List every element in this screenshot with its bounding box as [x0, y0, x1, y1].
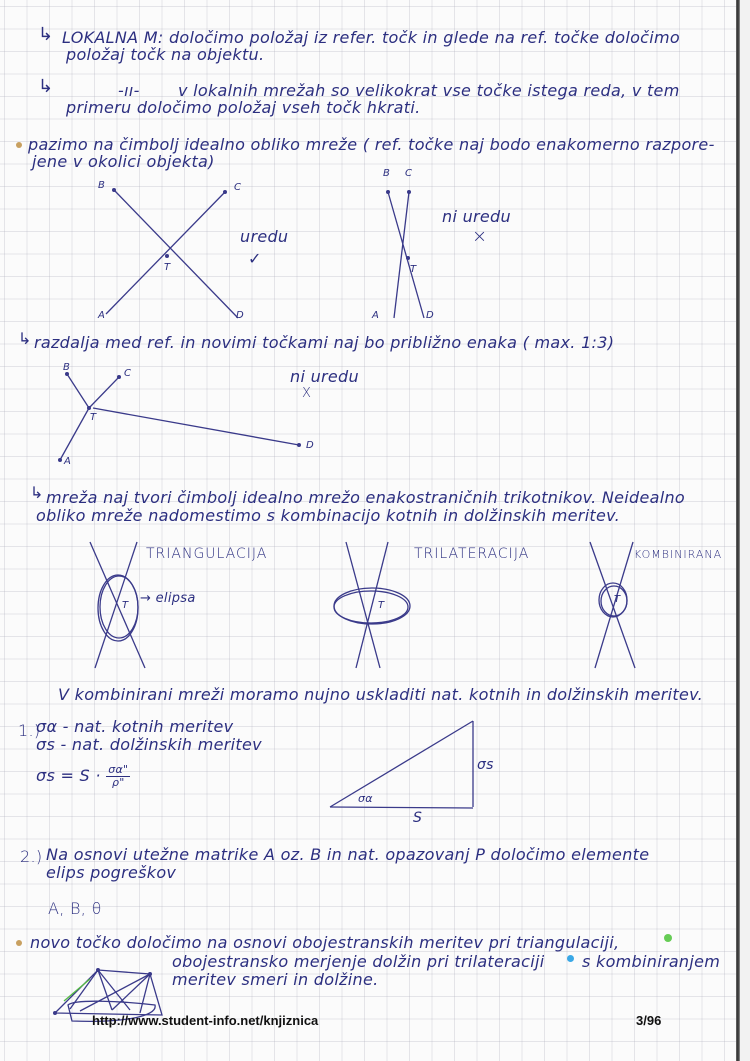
annotation-label: → elipsa [140, 591, 196, 606]
definition-line: σα - nat. kotnih meritev [36, 717, 234, 736]
text-line: položaj točk na objektu. [66, 45, 265, 64]
point-label: C [234, 182, 241, 193]
text-line: obliko mreže nadomestimo s kombinacijo kotnih in dolžinskih meritev. [36, 506, 621, 525]
text-line: Na osnovi utežne matrike A oz. B in nat. opazovanj P določimo elemente [46, 845, 650, 864]
diagram-title: TRIANGULACIJA [146, 546, 268, 562]
cross-icon: X [302, 386, 312, 401]
item-number: 1.) [18, 721, 41, 740]
point-label: T [410, 264, 417, 275]
point-label: A [372, 310, 379, 321]
text-line: obojestransko merjenje dolžin pri trilateraciji [172, 952, 545, 971]
point-label: T [378, 600, 385, 611]
diagram-title: TRILATERACIJA [414, 546, 530, 562]
point-label: T [122, 600, 129, 611]
right-triangle-diagram [325, 715, 475, 815]
arrow-icon: ↳ [18, 329, 32, 348]
page-number: 3/96 [636, 1013, 662, 1028]
arrow-icon: ↳ [38, 76, 54, 97]
footer-url-link[interactable]: http://www.student-info.net/knjiznica [92, 1013, 319, 1028]
text-line: pazimo na čimbolj idealno obliko mreže ( ref. točke naj bodo enakomerno razpore- [28, 135, 715, 154]
point-label: D [306, 440, 314, 451]
point-label: B [98, 180, 105, 191]
narrow-network-diagram [380, 180, 440, 320]
text-line: v lokalnih mrežah so velikokrat vse točke istega reda, v tem [178, 81, 680, 100]
formula-denominator: ρ" [111, 776, 125, 789]
verdict-label: ni uredu [290, 367, 359, 386]
text-line: mreža naj tvori čimbolj idealno mrežo enakostraničnih trikotnikov. Neidealno [46, 488, 686, 507]
text-line: s kombiniranjem [582, 952, 721, 971]
verdict-label: ni uredu [442, 207, 511, 226]
green-marker-icon [664, 934, 672, 942]
text-line: razdalja med ref. in novimi točkami naj bo približno enaka ( max. 1:3) [34, 333, 615, 352]
side-label: S [413, 810, 423, 826]
text-line: novo točko določimo na osnovi obojestranskih meritev pri triangulaciji, [30, 933, 620, 952]
angle-label: σα [358, 792, 373, 805]
formula-numerator: σα" [108, 763, 129, 776]
point-label: D [236, 310, 244, 321]
point-label: A [64, 456, 71, 467]
cross-icon: × [472, 226, 488, 247]
point-label: D [426, 310, 434, 321]
text-line: elips pogreškov [46, 863, 177, 882]
verdict-label: uredu [240, 227, 289, 246]
text-line: jene v okolici objekta) [32, 152, 215, 171]
side-label: σs [477, 757, 494, 773]
point-label: T [614, 594, 621, 605]
bullet-icon [16, 940, 22, 946]
text-line: LOKALNA M: določimo položaj iz refer. točk in glede na ref. točke določimo [62, 28, 680, 47]
text-line: primeru določimo položaj vseh točk hkrati. [66, 98, 421, 117]
ditto-mark: -ıı- [118, 81, 140, 100]
page-edge [740, 0, 750, 1061]
ideal-network-diagram [100, 180, 260, 320]
formula-fraction [106, 764, 130, 789]
point-label: A [98, 310, 105, 321]
point-label: C [405, 168, 412, 179]
trilateration-diagram [330, 540, 420, 670]
text-line: V kombinirani mreži moramo nujno uskladiti nat. kotnih in dolžinskih meritev. [58, 685, 703, 704]
formula-lhs: σs = S · [36, 766, 101, 785]
point-label: B [383, 168, 390, 179]
ellipse-elements: A, B, θ [48, 899, 102, 918]
item-number: 2.) [20, 847, 43, 866]
check-icon: ✓ [248, 249, 262, 268]
point-label: T [90, 412, 97, 423]
arrow-icon: ↳ [30, 483, 44, 502]
point-label: B [63, 362, 70, 373]
definition-line: σs - nat. dolžinskih meritev [36, 735, 262, 754]
arrow-icon: ↳ [38, 24, 54, 45]
point-label: T [164, 262, 171, 273]
bullet-icon [16, 142, 22, 148]
notebook-binding [736, 0, 740, 1061]
diagram-title: KOMBINIRANA [634, 548, 723, 561]
text-line: meritev smeri in dolžine. [172, 970, 379, 989]
point-label: C [124, 368, 131, 379]
blue-marker-icon [567, 955, 574, 962]
formula [36, 764, 130, 789]
